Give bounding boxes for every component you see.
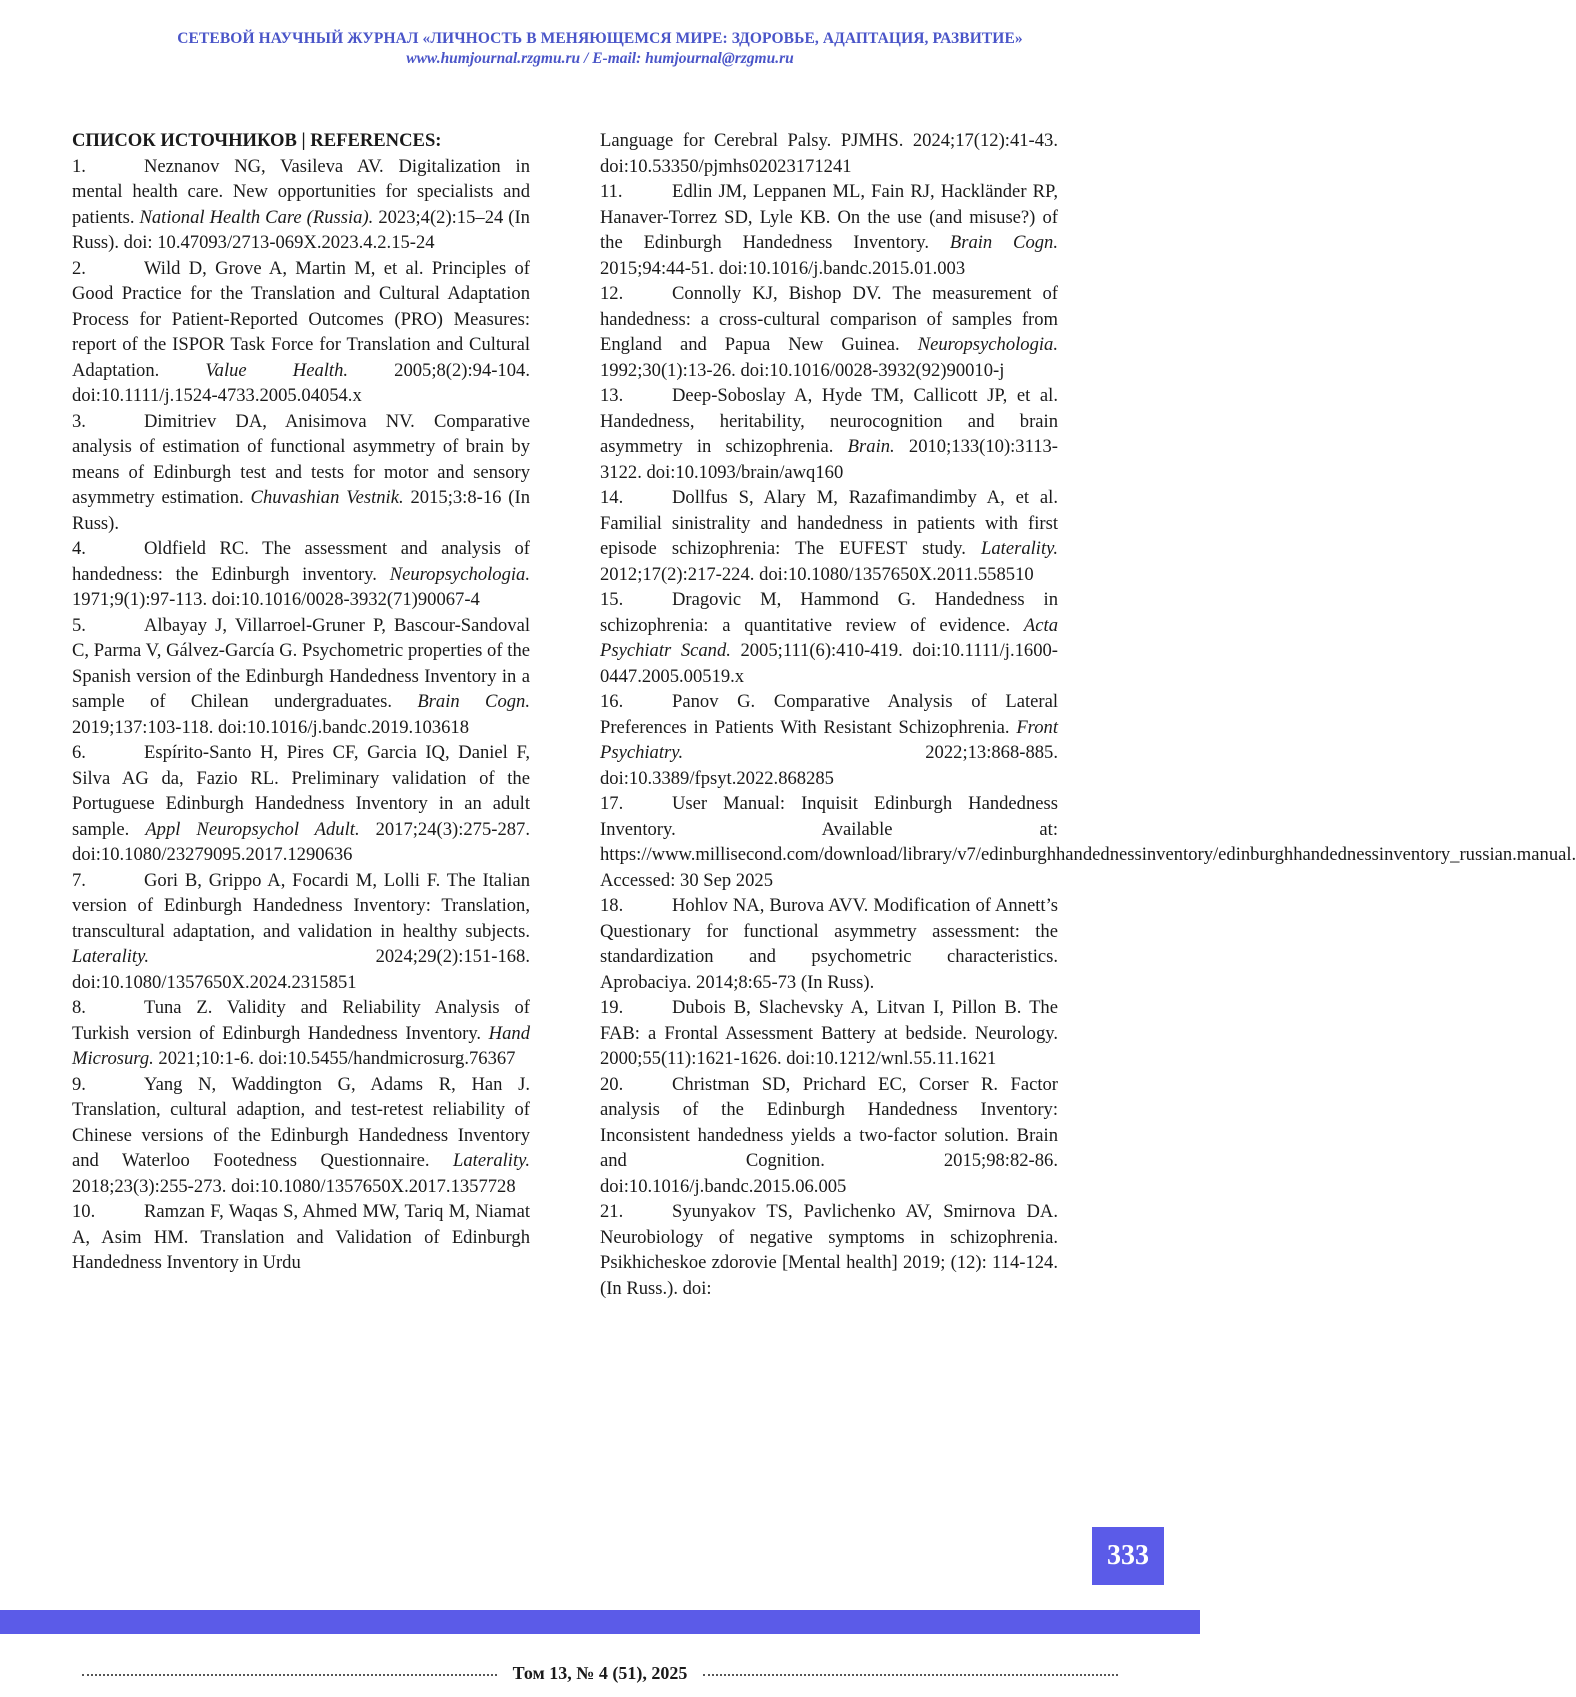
ref-text: Hohlov NA, Burova AVV. Modification of Annett’s Questionary for functional asymmetry assessment: the standardization and psychometric characteristics. Aprobaciya. 2014;8:65-73 (In Russ).: [600, 895, 1058, 993]
ref-journal: Brain Cogn.: [417, 691, 530, 712]
ref-journal: PJMHS.: [840, 130, 904, 151]
ref-journal: Neuropsychologia.: [917, 334, 1058, 355]
ref-details: 2012;17(2):217-224. doi:10.1080/1357650X.2011.558510: [600, 563, 1034, 585]
ref-number: 17.: [600, 793, 624, 814]
ref-details: 2010;133(10):3113-3122. doi:10.1093/brain/awq160: [600, 436, 1058, 483]
ref-journal: Acta Psychiatr Scand.: [600, 614, 1058, 661]
journal-site: www.humjournal.rzgmu.ru / E-mail: humjournal@rzgmu.ru: [406, 50, 794, 67]
ref-number: 21.: [600, 1201, 624, 1222]
reference-item: [600, 587, 1058, 689]
reference-item: [72, 1072, 530, 1200]
ref-text: Neznanov NG, Vasileva AV. Digitalization in mental health care. New opportunities for specialists and patients.: [72, 155, 530, 228]
ref-number: 20.: [600, 1073, 624, 1095]
ref-text: User Manual: Inquisit Edinburgh Handedness Inventory. Available at: https://www.millisecond.com/download/library/v7/edinburghhandednessinventory/edinburghhandednessinventory_russian.manual. Accessed: 30 Sep 2025: [600, 793, 1576, 891]
ref-journal: Value Health.: [205, 359, 349, 381]
reference-item: [72, 740, 530, 868]
ref-journal: Laterality.: [72, 946, 149, 967]
ref-number: 15.: [600, 589, 624, 610]
ref-details: 2022;13:868-885. doi:10.3389/fpsyt.2022.868285: [600, 742, 1058, 789]
reference-item: [72, 536, 530, 613]
ref-number: 19.: [600, 997, 624, 1018]
footer-volume: Том 13, № 4 (51), 2025: [512, 1662, 688, 1683]
ref-number: 8.: [72, 997, 86, 1018]
ref-text: Dragovic M, Hammond G. Handedness in schizophrenia: a quantitative review of evidence.: [600, 589, 1058, 636]
ref-text: Dollfus S, Alary M, Razafimandimby A, et al. Familial sinistrality and handedness in patients with first episode schizophrenia: The EUFEST study.: [600, 487, 1058, 559]
reference-item: [600, 1199, 1058, 1301]
reference-item: [600, 179, 1058, 281]
ref-number: 16.: [600, 691, 624, 712]
ref-journal: Front Psychiatry.: [600, 716, 1058, 763]
ref-text: Dimitriev DA, Anisimova NV. Comparative analysis of estimation of functional asymmetry of brain by means of Edinburgh test and tests for motor and sensory asymmetry estimation.: [72, 410, 530, 508]
ref-text: Wild D, Grove A, Martin M, et al. Principles of Good Practice for the Translation and Cultural Adaptation Process for Patient-Reported Outcomes (PRO) Measures: report of the ISPOR Task Force for Translation and Cultural Adaptation.: [72, 257, 530, 381]
ref-journal: Neuropsychologia.: [389, 563, 530, 585]
reference-item: [600, 281, 1058, 383]
ref-journal: Brain Cogn.: [949, 232, 1058, 253]
right-column: [600, 128, 1576, 1301]
ref-text: Edlin JM, Leppanen ML, Fain RJ, Hackländer RP, Hanaver-Torrez SD, Lyle KB. On the use (and misuse?) of the Edinburgh Handedness Inventory.: [600, 181, 1058, 253]
reference-item: [600, 485, 1058, 587]
ref-journal: Brain.: [847, 436, 895, 457]
ref-details: 2017;24(3):275-287. doi:10.1080/23279095.2017.1290636: [72, 818, 530, 865]
ref-text: Deep-Soboslay A, Hyde TM, Callicott JP, et al. Handedness, heritability, neurocognition and brain asymmetry in schizophrenia.: [600, 385, 1058, 457]
journal-header: [0, 30, 1200, 68]
ref-details: 2015;3:8-16 (In Russ).: [72, 487, 530, 534]
ref-journal: Laterality.: [981, 538, 1058, 559]
ref-text: Syunyakov TS, Pavlichenko AV, Smirnova DA. Neurobiology of negative symptoms in schizophrenia. Psikhicheskoe zdorovie [Mental health] 2019; (12): 114-124. (In Russ.). doi:: [600, 1201, 1058, 1299]
ref-journal: National Health Care (Russia).: [139, 206, 374, 228]
ref-journal: Hand Microsurg.: [72, 1022, 530, 1069]
ref-text: Oldfield RC. The assessment and analysis of handedness: the Edinburgh inventory.: [72, 538, 530, 585]
ref-number: 11.: [600, 181, 623, 202]
ref-text: Albayay J, Villarroel-Gruner P, Bascour-Sandoval C, Parma V, Gálvez-García G. Psychometric properties of the Spanish version of the Edinburgh Handedness Inventory in a sample of Chilean undergraduates.: [72, 614, 530, 712]
footer-dots-right: [703, 1674, 1118, 1676]
ref-text: Yang N, Waddington G, Adams R, Han J. Translation, cultural adaption, and test-retest reliability of Chinese versions of the Edinburgh Handedness Inventory and Waterloo Footedness Questionnaire.: [72, 1073, 530, 1171]
ref-text: Language for Cerebral Palsy.: [600, 130, 841, 151]
reference-item: [72, 1199, 530, 1276]
ref-text: Panov G. Comparative Analysis of Lateral Preferences in Patients With Resistant Schizophrenia.: [600, 691, 1058, 738]
ref-details: 2018;23(3):255-273. doi:10.1080/1357650X.2017.1357728: [72, 1175, 516, 1197]
reference-item: [600, 995, 1058, 1072]
ref-number: 5.: [72, 614, 86, 636]
ref-details: 2024;29(2):151-168. doi:10.1080/1357650X.2024.2315851: [72, 946, 530, 993]
ref-journal: Appl Neuropsychol Adult.: [145, 818, 360, 840]
references-list-right: [600, 179, 1576, 1301]
footer: [82, 1660, 1118, 1686]
reference-item: [72, 409, 530, 537]
left-column: [72, 128, 530, 1276]
reference-item: [600, 893, 1058, 995]
ref-details: 2005;111(6):410-419. doi:10.1111/j.1600-0447.2005.00519.x: [600, 640, 1058, 687]
ref-number: 4.: [72, 538, 86, 559]
page-number: 333: [1092, 1527, 1164, 1585]
ref-text: Connolly KJ, Bishop DV. The measurement of handedness: a cross-cultural comparison of samples from England and Papua New Guinea.: [600, 283, 1058, 355]
ref-text: Gori B, Grippo A, Focardi M, Lolli F. The Italian version of Edinburgh Handedness Inventory: Translation, transcultural adaptation, and validation in healthy subjects.: [72, 869, 530, 942]
ref-number: 14.: [600, 487, 624, 508]
reference-item: [600, 689, 1058, 791]
ref-number: 2.: [72, 257, 86, 279]
ref-number: 13.: [600, 385, 624, 406]
ref-details: 2019;137:103-118. doi:10.1016/j.bandc.2019.103618: [72, 716, 469, 738]
ref-number: 7.: [72, 869, 86, 891]
ref-journal: Chuvashian Vestnik.: [250, 487, 404, 508]
reference-item: [600, 383, 1058, 485]
ref-number: 10.: [72, 1201, 96, 1222]
reference-item: [72, 613, 530, 741]
ref-journal: Laterality.: [453, 1150, 530, 1171]
reference-item: [72, 256, 530, 409]
reference-item: [600, 791, 1576, 893]
ref-details: 2024;17(12):41-43. doi:10.53350/pjmhs02023171241: [600, 130, 1058, 177]
reference-item: [72, 154, 530, 256]
footer-dots-left: [82, 1674, 497, 1676]
ref-number: 18.: [600, 895, 624, 916]
journal-title: СЕТЕВОЙ НАУЧНЫЙ ЖУРНАЛ «ЛИЧНОСТЬ В МЕНЯЮЩЕМСЯ МИРЕ: ЗДОРОВЬЕ, АДАПТАЦИЯ, РАЗВИТИЕ»: [177, 30, 1023, 47]
footer-band: [0, 1610, 1200, 1634]
ref-number: 12.: [600, 283, 624, 304]
ref-text: Espírito-Santo H, Pires CF, Garcia IQ, Daniel F, Silva AG da, Fazio RL. Preliminary validation of the Portuguese Edinburgh Handedness Inventory in an adult sample.: [72, 742, 530, 840]
reference-item: [600, 1072, 1058, 1200]
ref-text: Tuna Z. Validity and Reliability Analysis of Turkish version of Edinburgh Handedness Inventory.: [72, 997, 530, 1044]
reference-10-continuation: [600, 128, 1058, 179]
ref-number: 9.: [72, 1073, 86, 1095]
reference-item: [72, 995, 530, 1072]
ref-text: Dubois B, Slachevsky A, Litvan I, Pillon B. The FAB: a Frontal Assessment Battery at bedside. Neurology. 2000;55(11):1621-1626. doi:10.1212/wnl.55.11.1621: [600, 997, 1058, 1069]
ref-text: Ramzan F, Waqas S, Ahmed MW, Tariq M, Niamat A, Asim HM. Translation and Validation of Edinburgh Handedness Inventory in Urdu: [72, 1201, 530, 1273]
references-list-left: [72, 154, 530, 1276]
ref-details: 2005;8(2):94-104. doi:10.1111/j.1524-4733.2005.04054.x: [72, 359, 530, 406]
reference-item: [72, 868, 530, 996]
ref-details: 2023;4(2):15–24 (In Russ). doi: 10.47093/2713-069X.2023.4.2.15-24: [72, 206, 530, 253]
ref-number: 3.: [72, 410, 86, 432]
ref-text: Christman SD, Prichard EC, Corser R. Factor analysis of the Edinburgh Handedness Inventory: Inconsistent handedness yields a two-factor solution. Brain and Cognition. 2015;98:82-86. doi:10.1016/j.bandc.2015.06.005: [600, 1073, 1058, 1197]
ref-details: 2021;10:1-6. doi:10.5455/handmicrosurg.76367: [153, 1048, 516, 1069]
ref-details: 1971;9(1):97-113. doi:10.1016/0028-3932(71)90067-4: [72, 589, 480, 610]
ref-number: 6.: [72, 742, 86, 763]
references-heading: СПИСОК ИСТОЧНИКОВ | REFERENCES:: [72, 130, 442, 151]
ref-number: 1.: [72, 155, 86, 177]
ref-details: 1992;30(1):13-26. doi:10.1016/0028-3932(92)90010-j: [600, 359, 1005, 381]
ref-details: 2015;94:44-51. doi:10.1016/j.bandc.2015.01.003: [600, 257, 966, 279]
